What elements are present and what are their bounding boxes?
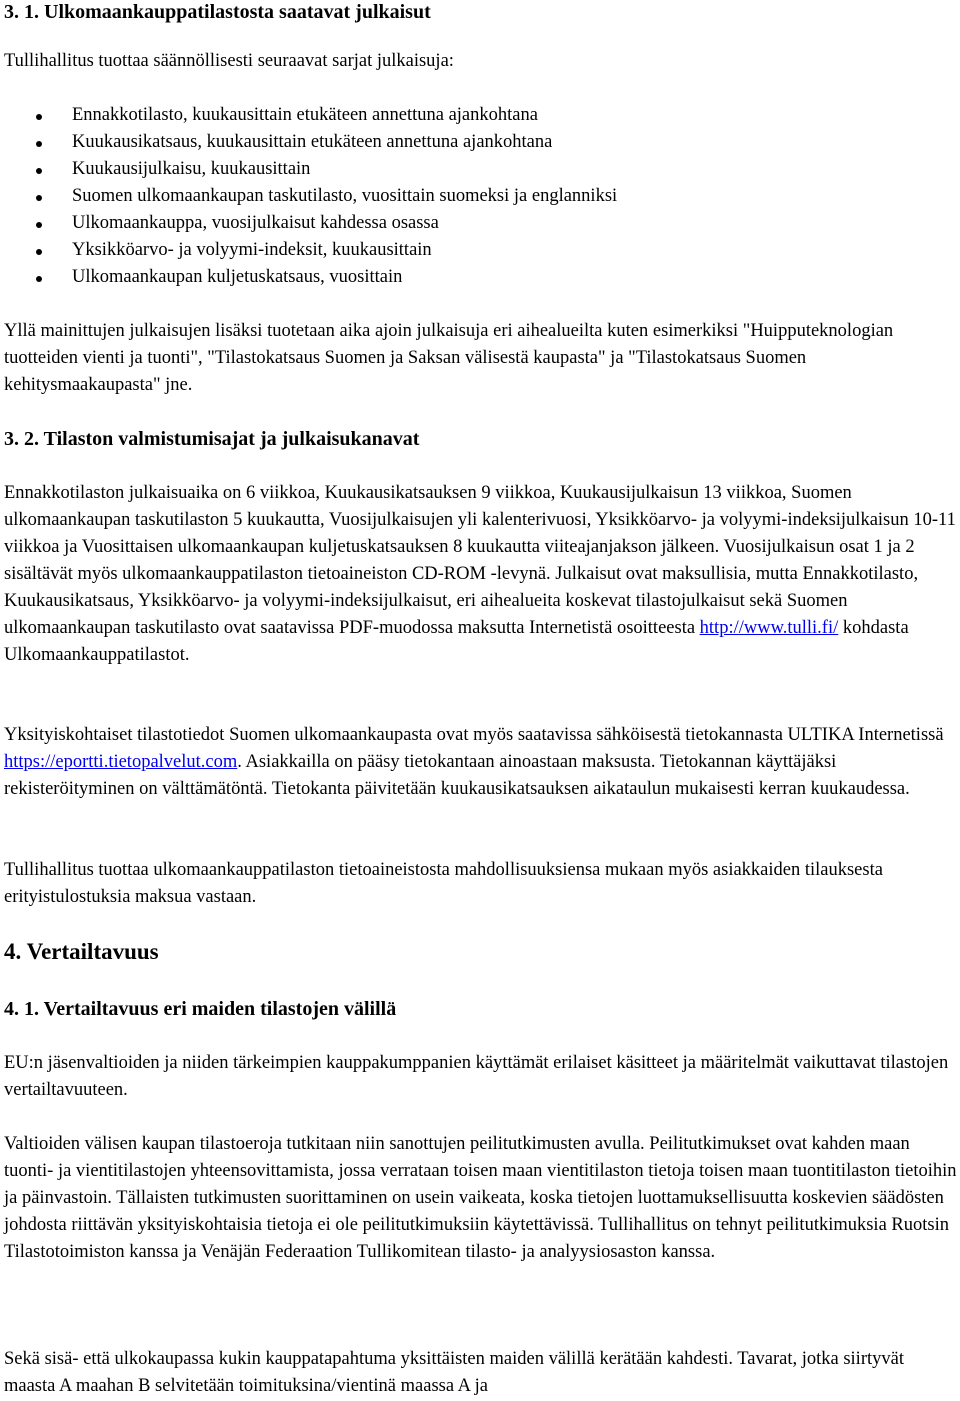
section-4-1-heading: 4. 1. Vertailtavuus eri maiden tilastojen välillä — [4, 998, 397, 1020]
eportti-link[interactable]: https://eportti.tietopalvelut.com — [4, 752, 238, 772]
tulli-link[interactable]: http://www.tulli.fi/ — [699, 618, 839, 638]
list-item: Kuukausikatsaus, kuukausittain etukäteen annettuna ajankohtana — [0, 129, 617, 156]
list-item: Ulkomaankaupan kuljetuskatsaus, vuosittain — [0, 264, 617, 291]
paragraph-text: . Asiakkailla on pääsy tietokantaan ainoastaan maksusta. Tietokannan käyttäjäksi rekisteröityminen on välttämätöntä. Tietokanta päivitetään kuukausikatsauksen aikataulun mukaisesti kerran kuukaudessa. — [4, 752, 910, 799]
paragraph-text: kohdasta Ulkomaankauppatilastot. — [4, 618, 909, 665]
publication-times-paragraph — [4, 480, 958, 669]
section-3-1-intro: Tullihallitus tuottaa säännöllisesti seuraavat sarjat julkaisuja: — [4, 51, 454, 71]
comparability-paragraph: EU:n jäsenvaltioiden ja niiden tärkeimpien kauppakumppanien käyttämät erilaiset käsitteet ja määritelmät vaikuttavat tilastojen vertailtavuuteen. — [4, 1053, 949, 1100]
section-4-heading: 4. Vertailtavuus — [4, 939, 159, 964]
trade-recording-paragraph: Sekä sisä- että ulkokaupassa kukin kauppatapahtuma yksittäisten maiden välillä kerätään kahdesti. Tavarat, jotka siirtyvät maasta A maahan B selvitetään toimituksina/vientinä maassa A ja — [4, 1349, 904, 1396]
list-item: Ulkomaankauppa, vuosijulkaisut kahdessa osassa — [0, 210, 617, 237]
list-item: Suomen ulkomaankaupan taskutilasto, vuosittain suomeksi ja englanniksi — [0, 183, 617, 210]
list-item: Kuukausijulkaisu, kuukausittain — [0, 156, 617, 183]
section-3-1-outro: Yllä mainittujen julkaisujen lisäksi tuotetaan aika ajoin julkaisuja eri aihealueilta kuten esimerkiksi "Huipputeknologian tuotteiden vienti ja tuonti", "Tilastokatsaus Suomen ja Saksan välisestä kaupasta" ja "Tilastokatsaus Suomen kehitysmaakaupasta" jne. — [4, 321, 894, 395]
section-3-1-heading: 3. 1. Ulkomaankauppatilastosta saatavat julkaisut — [4, 1, 431, 23]
ultika-paragraph — [4, 722, 958, 803]
custom-output-paragraph: Tullihallitus tuottaa ulkomaankauppatilaston tietoaineistosta mahdollisuuksiensa mukaan myös asiakkaiden tilauksesta erityistulostuksia maksua vastaan. — [4, 860, 883, 907]
publication-list — [0, 102, 617, 291]
list-item: Ennakkotilasto, kuukausittain etukäteen annettuna ajankohtana — [0, 102, 617, 129]
paragraph-text: Ennakkotilaston julkaisuaika on 6 viikkoa, Kuukausikatsauksen 9 viikkoa, Kuukausijulkaisun 13 viikkoa, Suomen ulkomaankaupan taskutilaston 5 kuukautta, Vuosijulkaisujen yli kalenterivuosi, Yksikköarvo- ja volyymi-indeksijulkaisun 10-11 viikkoa ja Vuosittaisen ulkomaankaupan kuljetuskatsauksen 8 kuukautta viiteajanjakson jälkeen. Vuosijulkaisun osat 1 ja 2 sisältävät myös ulkomaankauppatilaston tietoaineiston CD-ROM -levynä. Julkaisut ovat maksullisia, mutta Ennakkotilasto, Kuukausikatsaus, Yksikköarvo- ja volyymi-indeksijulkaisut, eri aihealueita koskevat tilastojulkaisut sekä Suomen ulkomaankaupan taskutilasto ovat saatavissa PDF-muodossa maksutta Internetistä osoitteesta — [4, 483, 956, 638]
section-3-2-heading: 3. 2. Tilaston valmistumisajat ja julkaisukanavat — [4, 428, 420, 450]
mirror-studies-paragraph: Valtioiden välisen kaupan tilastoeroja tutkitaan niin sanottujen peilitutkimusten avulla. Peilitutkimukset ovat kahden maan tuonti- ja vientitilastojen yhteensovittamista, jossa verrataan toisen maan vientitilaston tietoja toisen maan tuontitilaston tietoihin ja päinvastoin. Tällaisten tutkimusten suorittaminen on usein vaikeata, koska tietojen luottamuksellisuutta koskevien säädösten johdosta riittävän yksityiskohtaisia tietoja ei ole peilitutkimuksiin käytettävissä. Tullihallitus on tehnyt peilitutkimuksia Ruotsin Tilastotoimiston kanssa ja Venäjän Federaation Tullikomitean tilasto- ja analyysiosaston kanssa. — [4, 1134, 957, 1262]
paragraph-text: Yksityiskohtaiset tilastotiedot Suomen ulkomaankaupasta ovat myös saatavissa sähköisestä tietokannasta ULTIKA Internetissä — [4, 725, 944, 745]
list-item: Yksikköarvo- ja volyymi-indeksit, kuukausittain — [0, 237, 617, 264]
